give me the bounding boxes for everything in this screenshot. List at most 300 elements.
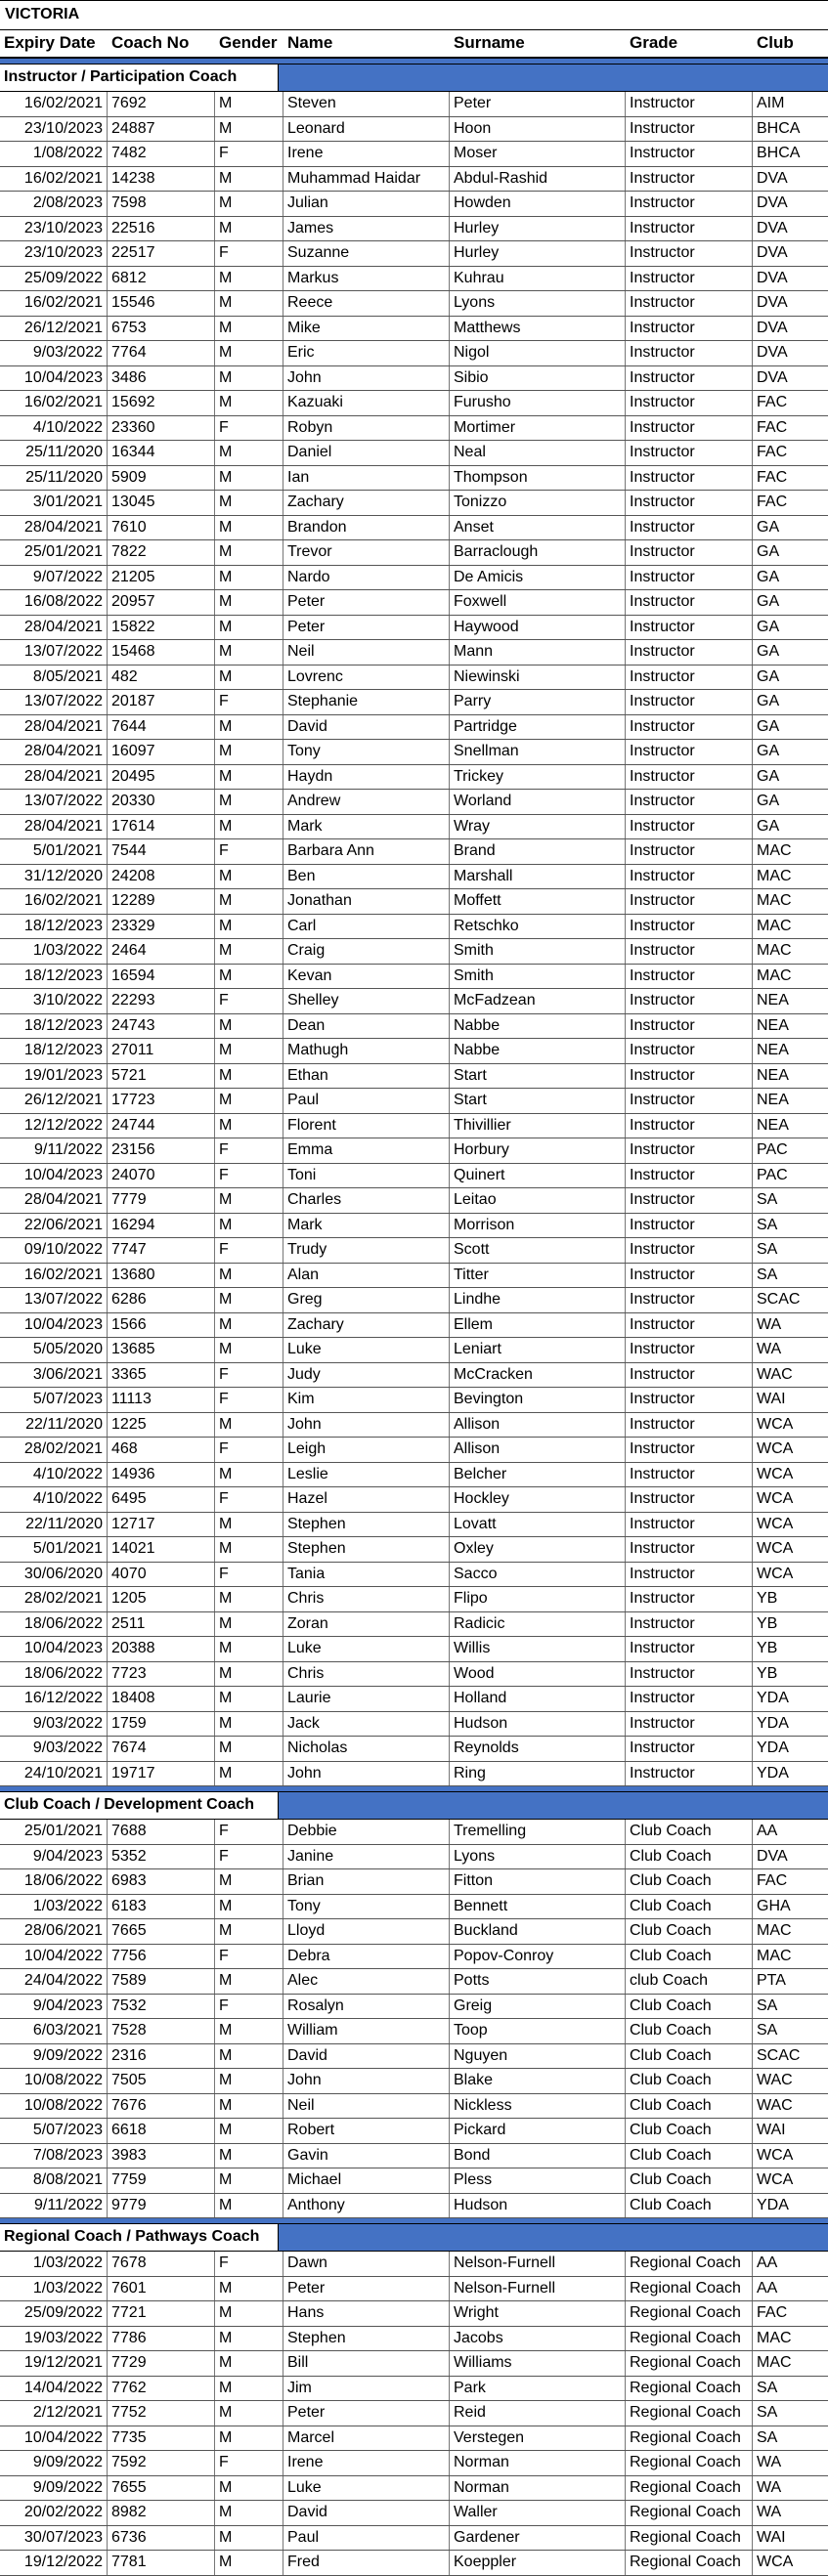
cell-name[interactable]: Laurie [283,1687,450,1711]
cell-gender[interactable]: M [215,2377,283,2401]
cell-expiry-date[interactable]: 5/07/2023 [0,2119,108,2143]
cell-name[interactable]: John [283,366,450,391]
cell-surname[interactable]: Oxley [450,1537,626,1562]
cell-club[interactable]: GA [757,693,780,709]
cell-name[interactable]: James [283,217,450,241]
cell-gender[interactable]: F [215,1563,283,1587]
cell-surname[interactable]: Nickless [450,2094,626,2119]
cell-expiry-date[interactable]: 18/06/2022 [0,1662,108,1687]
cell-grade[interactable]: Instructor [626,366,753,391]
cell-coach-no[interactable]: 7678 [108,2252,215,2276]
cell-coach-no[interactable]: 17723 [108,1089,215,1113]
cell-name[interactable]: Florent [283,1114,450,1138]
cell-gender[interactable]: M [215,1513,283,1537]
cell-surname[interactable]: Scott [450,1238,626,1263]
cell-surname[interactable]: Holland [450,1687,626,1711]
cell-club[interactable]: AA [757,2279,778,2297]
cell-surname[interactable]: Hudson [450,2194,626,2218]
cell-gender[interactable]: M [215,167,283,192]
cell-surname[interactable]: Titter [450,1264,626,1288]
cell-gender[interactable]: F [215,839,283,864]
cell-gender[interactable]: M [215,2526,283,2551]
cell-expiry-date[interactable]: 4/10/2022 [0,1463,108,1487]
cell-surname[interactable]: McFadzean [450,989,626,1013]
cell-club[interactable]: AIM [757,95,785,111]
cell-surname[interactable]: Toop [450,2019,626,2043]
cell-coach-no[interactable]: 23329 [108,915,215,939]
cell-name[interactable]: Barbara Ann [283,839,450,864]
cell-name[interactable]: Peter [283,590,450,615]
cell-surname[interactable]: Nguyen [450,2044,626,2069]
cell-surname[interactable]: Neal [450,441,626,465]
cell-name[interactable]: Reece [283,291,450,316]
cell-name[interactable]: Mark [283,1214,450,1238]
cell-gender[interactable]: M [215,1895,283,1919]
cell-club[interactable]: YDA [757,1739,789,1756]
cell-gender[interactable]: F [215,1238,283,1263]
cell-coach-no[interactable]: 7676 [108,2094,215,2119]
cell-grade[interactable]: Instructor [626,1138,753,1163]
cell-gender[interactable]: F [215,1363,283,1388]
cell-surname[interactable]: Hurley [450,217,626,241]
cell-gender[interactable]: M [215,1537,283,1562]
header-coach-no[interactable]: Coach No [111,33,190,52]
cell-name[interactable]: Bill [283,2351,450,2376]
cell-expiry-date[interactable]: 6/03/2021 [0,2019,108,2043]
cell-surname[interactable]: Belcher [450,1463,626,1487]
cell-name[interactable]: Anthony [283,2194,450,2218]
cell-grade[interactable]: Instructor [626,915,753,939]
cell-surname[interactable]: Tremelling [450,1820,626,1844]
cell-expiry-date[interactable]: 14/04/2022 [0,2377,108,2401]
cell-grade[interactable]: Instructor [626,1637,753,1661]
cell-name[interactable]: Trevor [283,540,450,565]
cell-gender[interactable]: M [215,2094,283,2119]
cell-grade[interactable]: Instructor [626,117,753,142]
cell-surname[interactable]: Williams [450,2351,626,2376]
cell-expiry-date[interactable]: 1/03/2022 [0,2252,108,2276]
cell-name[interactable]: Dawn [283,2252,450,2276]
cell-gender[interactable]: M [215,790,283,814]
cell-gender[interactable]: M [215,117,283,142]
cell-coach-no[interactable]: 7674 [108,1737,215,1761]
cell-club[interactable]: GA [757,593,780,610]
cell-grade[interactable]: Club Coach [626,1945,753,1969]
cell-grade[interactable]: Instructor [626,839,753,864]
cell-name[interactable]: Zachary [283,491,450,515]
cell-club[interactable]: MAC [757,842,792,859]
cell-gender[interactable]: M [215,2401,283,2426]
cell-grade[interactable]: Instructor [626,616,753,640]
cell-grade[interactable]: Club Coach [626,2168,753,2193]
cell-gender[interactable]: F [215,1138,283,1163]
cell-coach-no[interactable]: 20957 [108,590,215,615]
cell-expiry-date[interactable]: 1/08/2022 [0,142,108,166]
cell-club[interactable]: YB [757,1614,778,1632]
cell-expiry-date[interactable]: 18/12/2023 [0,915,108,939]
cell-grade[interactable]: Instructor [626,217,753,241]
cell-grade[interactable]: Instructor [626,1089,753,1113]
cell-club[interactable]: NEA [757,1066,789,1084]
cell-gender[interactable]: M [215,441,283,465]
cell-expiry-date[interactable]: 5/05/2020 [0,1338,108,1362]
cell-coach-no[interactable]: 13045 [108,491,215,515]
cell-coach-no[interactable]: 5909 [108,466,215,491]
cell-surname[interactable]: Lyons [450,291,626,316]
cell-name[interactable]: Hans [283,2301,450,2326]
cell-club[interactable]: WCA [757,2171,794,2188]
cell-expiry-date[interactable]: 22/11/2020 [0,1413,108,1438]
cell-grade[interactable]: Instructor [626,665,753,690]
cell-coach-no[interactable]: 3983 [108,2144,215,2168]
cell-grade[interactable]: Club Coach [626,1995,753,2019]
cell-expiry-date[interactable]: 16/02/2021 [0,291,108,316]
cell-club[interactable]: PAC [757,1141,788,1158]
cell-gender[interactable]: M [215,1014,283,1039]
cell-grade[interactable]: Instructor [626,1438,753,1462]
cell-name[interactable]: Irene [283,2451,450,2475]
cell-grade[interactable]: Instructor [626,1662,753,1687]
cell-coach-no[interactable]: 5352 [108,1845,215,1869]
cell-expiry-date[interactable]: 10/04/2022 [0,2426,108,2451]
cell-surname[interactable]: Moffett [450,889,626,914]
cell-gender[interactable]: F [215,1820,283,1844]
cell-name[interactable]: Robyn [283,416,450,441]
cell-gender[interactable]: M [215,2476,283,2501]
cell-club[interactable]: DVA [757,194,788,211]
cell-expiry-date[interactable]: 9/11/2022 [0,2194,108,2218]
cell-name[interactable]: Debra [283,1945,450,1969]
cell-name[interactable]: Trudy [283,1238,450,1263]
cell-gender[interactable]: M [215,2119,283,2143]
cell-name[interactable]: Stephen [283,1513,450,1537]
cell-expiry-date[interactable]: 19/12/2021 [0,2351,108,2376]
cell-gender[interactable]: M [215,1413,283,1438]
cell-expiry-date[interactable]: 10/04/2023 [0,1164,108,1188]
cell-expiry-date[interactable]: 23/10/2023 [0,217,108,241]
cell-club[interactable]: DVA [757,368,788,386]
cell-coach-no[interactable]: 7723 [108,1662,215,1687]
cell-grade[interactable]: Instructor [626,1014,753,1039]
cell-coach-no[interactable]: 2464 [108,939,215,964]
cell-coach-no[interactable]: 7756 [108,1945,215,1969]
cell-gender[interactable]: M [215,1969,283,1994]
cell-expiry-date[interactable]: 10/08/2022 [0,2094,108,2119]
cell-expiry-date[interactable]: 9/04/2023 [0,1845,108,1869]
cell-expiry-date[interactable]: 30/07/2023 [0,2526,108,2551]
cell-name[interactable]: Kevan [283,965,450,989]
cell-surname[interactable]: Kuhrau [450,267,626,291]
cell-name[interactable]: Dean [283,1014,450,1039]
cell-expiry-date[interactable]: 9/03/2022 [0,1712,108,1737]
header-name[interactable]: Name [287,33,333,52]
cell-name[interactable]: Greg [283,1288,450,1312]
cell-gender[interactable]: F [215,989,283,1013]
cell-surname[interactable]: Blake [450,2069,626,2093]
header-expiry-date[interactable]: Expiry Date [4,33,96,52]
cell-coach-no[interactable]: 7544 [108,839,215,864]
cell-grade[interactable]: Instructor [626,1388,753,1412]
cell-coach-no[interactable]: 7665 [108,1919,215,1944]
cell-expiry-date[interactable]: 28/02/2021 [0,1587,108,1611]
cell-grade[interactable]: Instructor [626,1039,753,1063]
cell-grade[interactable]: Instructor [626,989,753,1013]
cell-name[interactable]: Chris [283,1587,450,1611]
cell-grade[interactable]: Club Coach [626,2119,753,2143]
cell-name[interactable]: Julian [283,192,450,216]
cell-surname[interactable]: Verstegen [450,2426,626,2451]
cell-expiry-date[interactable]: 23/10/2023 [0,241,108,266]
cell-gender[interactable]: M [215,1762,283,1786]
cell-club[interactable]: WCA [757,1465,794,1482]
cell-coach-no[interactable]: 23156 [108,1138,215,1163]
cell-name[interactable]: Haydn [283,765,450,790]
cell-grade[interactable]: Instructor [626,1064,753,1089]
cell-expiry-date[interactable]: 25/11/2020 [0,441,108,465]
cell-name[interactable]: Gavin [283,2144,450,2168]
cell-name[interactable]: Alec [283,1969,450,1994]
cell-surname[interactable]: Gardener [450,2526,626,2551]
cell-name[interactable]: John [283,1762,450,1786]
cell-name[interactable]: Ben [283,865,450,889]
cell-expiry-date[interactable]: 24/04/2022 [0,1969,108,1994]
cell-club[interactable]: NEA [757,1116,789,1134]
cell-surname[interactable]: Smith [450,939,626,964]
cell-coach-no[interactable]: 468 [108,1438,215,1462]
cell-surname[interactable]: Nelson-Furnell [450,2252,626,2276]
cell-club[interactable]: GA [757,767,780,785]
cell-grade[interactable]: Regional Coach [626,2476,753,2501]
cell-surname[interactable]: De Amicis [450,566,626,590]
cell-club[interactable]: DVA [757,294,788,311]
cell-grade[interactable]: Instructor [626,715,753,740]
cell-club[interactable]: FAC [757,418,788,436]
section-title[interactable]: Regional Coach / Pathways Coach [0,2224,279,2251]
cell-club[interactable]: DVA [757,319,788,336]
cell-coach-no[interactable]: 7644 [108,715,215,740]
cell-grade[interactable]: Instructor [626,939,753,964]
cell-surname[interactable]: Wray [450,815,626,839]
cell-surname[interactable]: Trickey [450,765,626,790]
cell-grade[interactable]: Instructor [626,1563,753,1587]
cell-name[interactable]: Toni [283,1164,450,1188]
cell-club[interactable]: SA [757,1191,778,1208]
cell-surname[interactable]: Pickard [450,2119,626,2143]
cell-name[interactable]: Chris [283,1662,450,1687]
cell-grade[interactable]: Club Coach [626,2094,753,2119]
cell-coach-no[interactable]: 7762 [108,2377,215,2401]
cell-coach-no[interactable]: 3486 [108,366,215,391]
cell-club[interactable]: YB [757,1664,778,1682]
cell-coach-no[interactable]: 7822 [108,540,215,565]
cell-gender[interactable]: M [215,2277,283,2301]
cell-name[interactable]: Tony [283,1895,450,1919]
cell-coach-no[interactable]: 7759 [108,2168,215,2193]
cell-club[interactable]: FAC [757,1872,788,1889]
cell-coach-no[interactable]: 7764 [108,341,215,365]
cell-expiry-date[interactable]: 3/06/2021 [0,1363,108,1388]
cell-gender[interactable]: M [215,391,283,415]
cell-coach-no[interactable]: 12289 [108,889,215,914]
cell-gender[interactable]: M [215,2351,283,2376]
cell-surname[interactable]: Radicic [450,1612,626,1637]
cell-grade[interactable]: Instructor [626,291,753,316]
cell-gender[interactable]: M [215,939,283,964]
cell-surname[interactable]: Anset [450,516,626,540]
cell-expiry-date[interactable]: 24/10/2021 [0,1762,108,1786]
cell-surname[interactable]: Wright [450,2301,626,2326]
cell-gender[interactable]: M [215,2194,283,2218]
cell-expiry-date[interactable]: 18/06/2022 [0,1612,108,1637]
cell-club[interactable]: FAC [757,494,788,510]
cell-coach-no[interactable]: 21205 [108,566,215,590]
cell-coach-no[interactable]: 7482 [108,142,215,166]
cell-surname[interactable]: Retschko [450,915,626,939]
cell-club[interactable]: PTA [757,1972,786,1989]
cell-gender[interactable]: M [215,965,283,989]
cell-surname[interactable]: Start [450,1089,626,1113]
cell-coach-no[interactable]: 7598 [108,192,215,216]
cell-club[interactable]: WA [757,1315,782,1333]
cell-surname[interactable]: Buckland [450,1919,626,1944]
cell-surname[interactable]: Fitton [450,1869,626,1894]
cell-grade[interactable]: Instructor [626,1288,753,1312]
cell-name[interactable]: Peter [283,616,450,640]
cell-expiry-date[interactable]: 28/02/2021 [0,1438,108,1462]
cell-name[interactable]: Emma [283,1138,450,1163]
cell-gender[interactable]: M [215,366,283,391]
cell-coach-no[interactable]: 7532 [108,1995,215,2019]
cell-name[interactable]: Charles [283,1188,450,1213]
cell-expiry-date[interactable]: 16/02/2021 [0,391,108,415]
cell-surname[interactable]: Furusho [450,391,626,415]
cell-gender[interactable]: M [215,466,283,491]
cell-name[interactable]: Rosalyn [283,1995,450,2019]
cell-expiry-date[interactable]: 25/09/2022 [0,267,108,291]
cell-grade[interactable]: Club Coach [626,2194,753,2218]
cell-gender[interactable]: M [215,1687,283,1711]
cell-coach-no[interactable]: 24743 [108,1014,215,1039]
cell-gender[interactable]: M [215,1737,283,1761]
cell-expiry-date[interactable]: 8/05/2021 [0,665,108,690]
cell-gender[interactable]: M [215,2044,283,2069]
cell-surname[interactable]: Koeppler [450,2551,626,2575]
cell-club[interactable]: YDA [757,1764,789,1782]
cell-expiry-date[interactable]: 25/01/2021 [0,1820,108,1844]
cell-name[interactable]: Brian [283,1869,450,1894]
cell-club[interactable]: BHCA [757,119,801,137]
cell-surname[interactable]: Morrison [450,1214,626,1238]
cell-expiry-date[interactable]: 10/08/2022 [0,2069,108,2093]
cell-expiry-date[interactable]: 19/01/2023 [0,1064,108,1089]
cell-grade[interactable]: Regional Coach [626,2426,753,2451]
cell-club[interactable]: SA [757,1216,778,1233]
cell-club[interactable]: AA [757,2254,778,2271]
cell-grade[interactable]: Regional Coach [626,2301,753,2326]
cell-grade[interactable]: Instructor [626,540,753,565]
cell-club[interactable]: DVA [757,1847,788,1865]
cell-expiry-date[interactable]: 18/12/2023 [0,965,108,989]
cell-surname[interactable]: Marshall [450,865,626,889]
cell-name[interactable]: Neil [283,2094,450,2119]
cell-club[interactable]: GA [757,793,780,809]
cell-name[interactable]: Lloyd [283,1919,450,1944]
cell-expiry-date[interactable]: 25/01/2021 [0,540,108,565]
cell-club[interactable]: MAC [757,1922,792,1939]
cell-club[interactable]: SCAC [757,1291,801,1308]
cell-gender[interactable]: F [215,416,283,441]
cell-name[interactable]: Jonathan [283,889,450,914]
cell-expiry-date[interactable]: 9/09/2022 [0,2476,108,2501]
cell-gender[interactable]: M [215,566,283,590]
cell-gender[interactable]: F [215,241,283,266]
cell-grade[interactable]: Instructor [626,1687,753,1711]
cell-expiry-date[interactable]: 4/10/2022 [0,416,108,441]
cell-club[interactable]: SCAC [757,2046,801,2064]
cell-surname[interactable]: Norman [450,2451,626,2475]
cell-expiry-date[interactable]: 28/06/2021 [0,1919,108,1944]
cell-coach-no[interactable]: 6495 [108,1487,215,1512]
cell-expiry-date[interactable]: 26/12/2021 [0,1089,108,1113]
cell-gender[interactable]: M [215,217,283,241]
cell-club[interactable]: FAC [757,468,788,486]
cell-surname[interactable]: Brand [450,839,626,864]
cell-club[interactable]: WAC [757,2096,793,2114]
cell-club[interactable]: WA [757,2454,782,2470]
cell-gender[interactable]: M [215,740,283,764]
cell-expiry-date[interactable]: 13/07/2022 [0,640,108,665]
cell-surname[interactable]: Niewinski [450,665,626,690]
cell-club[interactable]: SA [757,1241,778,1258]
header-surname[interactable]: Surname [454,33,525,52]
cell-name[interactable]: Craig [283,939,450,964]
cell-gender[interactable]: M [215,1463,283,1487]
cell-gender[interactable]: M [215,1039,283,1063]
cell-coach-no[interactable]: 7655 [108,2476,215,2501]
cell-gender[interactable]: M [215,715,283,740]
cell-gender[interactable]: M [215,1637,283,1661]
cell-coach-no[interactable]: 7735 [108,2426,215,2451]
cell-grade[interactable]: Regional Coach [626,2401,753,2426]
cell-grade[interactable]: Instructor [626,491,753,515]
cell-expiry-date[interactable]: 9/11/2022 [0,1138,108,1163]
cell-surname[interactable]: Bond [450,2144,626,2168]
cell-club[interactable]: MAC [757,1947,792,1964]
cell-gender[interactable]: M [215,540,283,565]
cell-grade[interactable]: Instructor [626,815,753,839]
cell-expiry-date[interactable]: 3/01/2021 [0,491,108,515]
cell-surname[interactable]: Lyons [450,1845,626,1869]
cell-name[interactable]: Muhammad Haidar [283,167,450,192]
cell-coach-no[interactable]: 7528 [108,2019,215,2043]
cell-coach-no[interactable]: 9779 [108,2194,215,2218]
cell-coach-no[interactable]: 20187 [108,690,215,714]
cell-surname[interactable]: Popov-Conroy [450,1945,626,1969]
cell-gender[interactable]: F [215,1845,283,1869]
cell-grade[interactable]: Club Coach [626,1820,753,1844]
cell-grade[interactable]: Instructor [626,865,753,889]
cell-grade[interactable]: Instructor [626,566,753,590]
cell-gender[interactable]: M [215,1089,283,1113]
cell-coach-no[interactable]: 19717 [108,1762,215,1786]
cell-grade[interactable]: Regional Coach [626,2526,753,2551]
cell-grade[interactable]: Instructor [626,142,753,166]
cell-club[interactable]: FAC [757,2304,788,2321]
cell-surname[interactable]: Moser [450,142,626,166]
cell-name[interactable]: Steven [283,92,450,116]
cell-expiry-date[interactable]: 22/06/2021 [0,1214,108,1238]
cell-surname[interactable]: Allison [450,1438,626,1462]
